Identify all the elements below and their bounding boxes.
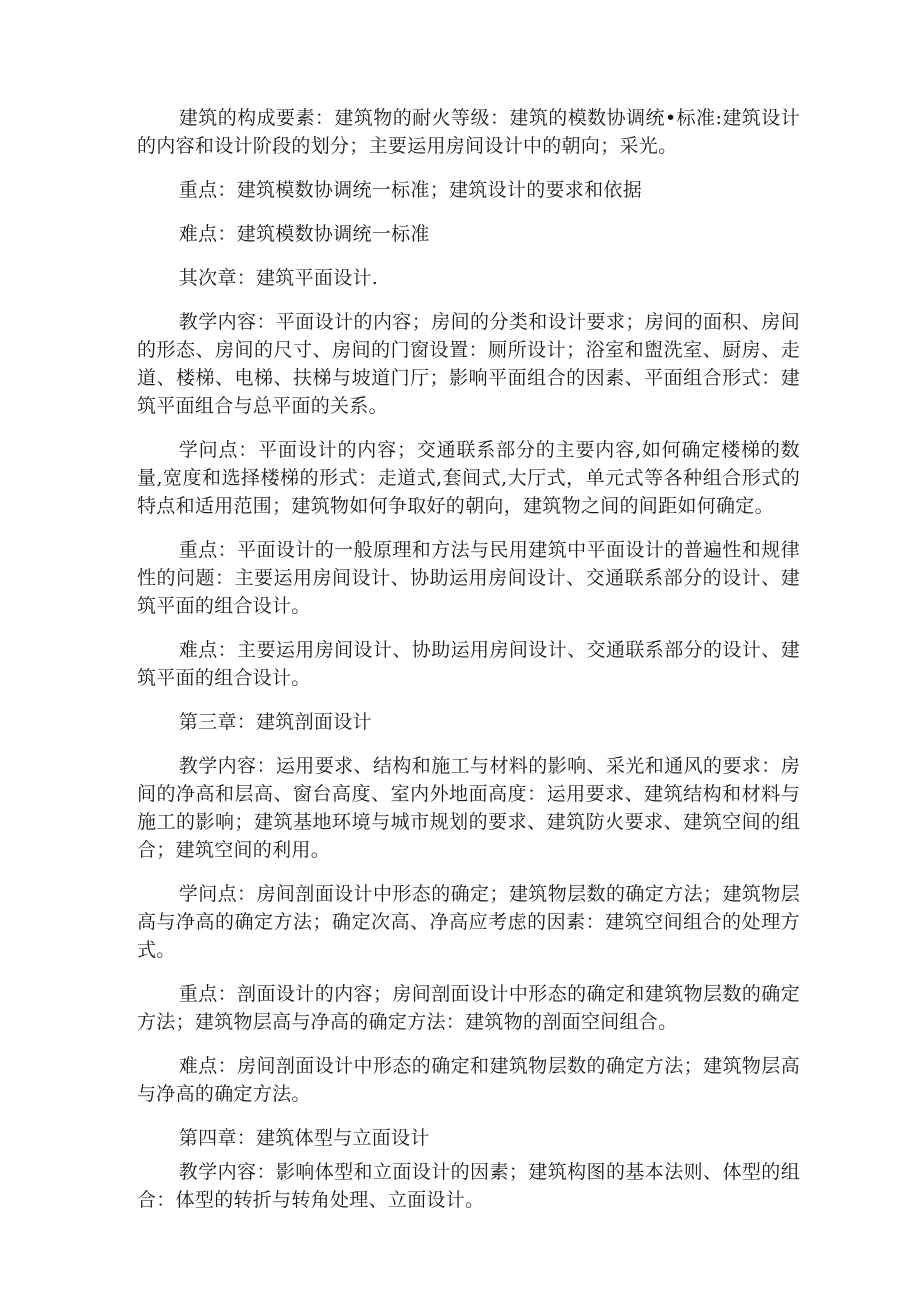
paragraph-ch3-difficulties: 难点：房间剖面设计中形态的确定和建筑物层数的确定方法；建筑物层高与净高的确定方法。 bbox=[137, 1055, 800, 1105]
paragraph-building-elements: 建筑的构成要素：建筑物的耐火等级：建筑的模数协调统•标准:建筑设计的内容和设计阶段的划分；主要运用房间设计中的朝向；采光。 bbox=[137, 107, 800, 157]
paragraph-ch2-teaching-content: 教学内容：平面设计的内容；房间的分类和设计要求；房间的面积、房间的形态、房间的尺寸、房间的门窗设置：厕所设计；浴室和盥洗室、厨房、走道、楼梯、电梯、扶梯与坡道门厅；影响平面组合的因素、平面组合形式：建筑平面组合与总平面的关系。 bbox=[137, 311, 800, 417]
document-page bbox=[137, 104, 800, 1230]
chapter-2-heading: 其次章：建筑平面设计. bbox=[178, 267, 379, 289]
chapter-3-heading: 第三章：建筑剖面设计 bbox=[178, 711, 372, 733]
paragraph-ch1-key-points: 重点：建筑模数协调统一标准；建筑设计的要求和依据 bbox=[178, 179, 642, 201]
paragraph-ch1-difficulties: 难点：建筑模数协调统一标准 bbox=[178, 223, 430, 245]
paragraph-ch3-key-points: 重点：剖面设计的内容；房间剖面设计中形态的确定和建筑物层数的确定方法；建筑物层高与净高的确定方法：建筑物的剖面空间组合。 bbox=[137, 983, 800, 1033]
paragraph-ch2-difficulties: 难点：主要运用房间设计、协助运用房间设计、交通联系部分的设计、建筑平面的组合设计。 bbox=[137, 639, 800, 689]
paragraph-ch3-knowledge-points: 学问点：房间剖面设计中形态的确定；建筑物层数的确定方法；建筑物层高与净高的确定方法；确定次高、净高应考虑的因素：建筑空间组合的处理方式。 bbox=[137, 883, 800, 961]
chapter-4-heading: 第四章：建筑体型与立面设计 bbox=[178, 1127, 430, 1149]
paragraph-ch3-teaching-content: 教学内容：运用要求、结构和施工与材料的影响、采光和通风的要求：房间的净高和层高、窗台高度、室内外地面高度：运用要求、建筑结构和材料与施工的影响；建筑基地环境与城市规划的要求、建筑防火要求、建筑空间的组合；建筑空间的利用。 bbox=[137, 755, 800, 861]
paragraph-ch2-key-points: 重点：平面设计的一般原理和方法与民用建筑中平面设计的普遍性和规律性的问题：主要运用房间设计、协助运用房间设计、交通联系部分的设计、建筑平面的组合设计。 bbox=[137, 539, 800, 617]
paragraph-ch2-knowledge-points: 学问点：平面设计的内容；交通联系部分的主要内容,如何确定楼梯的数量,宽度和选择楼梯的形式：走道式,套间式,大厅式，单元式等各种组合形式的特点和适用范围；建筑物如何争取好的朝向，建筑物之间的间距如何确定。 bbox=[137, 439, 800, 517]
paragraph-ch4-teaching-content: 教学内容：影响体型和立面设计的因素；建筑构图的基本法则、体型的组合：体型的转折与转角处理、立面设计。 bbox=[137, 1161, 800, 1211]
